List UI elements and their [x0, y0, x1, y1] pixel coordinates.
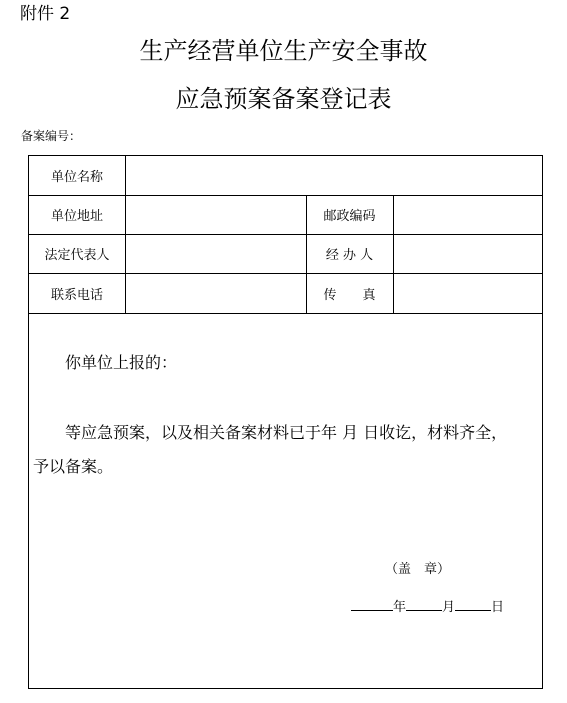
fax-label: 传 真 — [323, 287, 376, 303]
row-divider — [29, 313, 542, 314]
month-label: 月 — [442, 600, 456, 615]
phone-field[interactable] — [125, 273, 306, 313]
form-title-line1: 生产经营单位生产安全事故 — [139, 37, 428, 65]
seal-label: （盖 章） — [385, 562, 451, 577]
unit-address-field[interactable] — [125, 195, 306, 234]
legal-representative-label: 法定代表人 — [44, 248, 110, 263]
attachment-label: 附件 2 — [20, 4, 71, 24]
day-label: 日 — [491, 600, 505, 615]
form-title-line2: 应急预案备案登记表 — [175, 85, 392, 113]
postcode-field[interactable] — [393, 195, 543, 234]
phone-label: 联系电话 — [50, 287, 103, 303]
unit-name-field[interactable] — [125, 156, 543, 195]
month-blank[interactable] — [406, 596, 442, 611]
postcode-label: 邮政编码 — [323, 209, 376, 224]
notice-line1: 等应急预案，以及相关备案材料已于年 月 日收讫，材料齐全， — [65, 423, 508, 442]
handler-label: 经 办 人 — [325, 248, 374, 263]
notice-greeting: 你单位上报的： — [65, 353, 178, 372]
legal-representative-field[interactable] — [125, 234, 306, 273]
year-blank[interactable] — [351, 596, 393, 611]
notice-line2: 予以备案。 — [33, 457, 114, 476]
record-number-label: 备案编号： — [21, 129, 82, 143]
unit-name-label: 单位名称 — [50, 170, 103, 185]
unit-address-label: 单位地址 — [50, 209, 103, 224]
fax-field[interactable] — [393, 273, 543, 313]
year-label: 年 — [393, 600, 407, 615]
handler-field[interactable] — [393, 234, 543, 273]
day-blank[interactable] — [455, 596, 491, 611]
date-line — [351, 596, 504, 617]
registration-table — [28, 155, 543, 689]
